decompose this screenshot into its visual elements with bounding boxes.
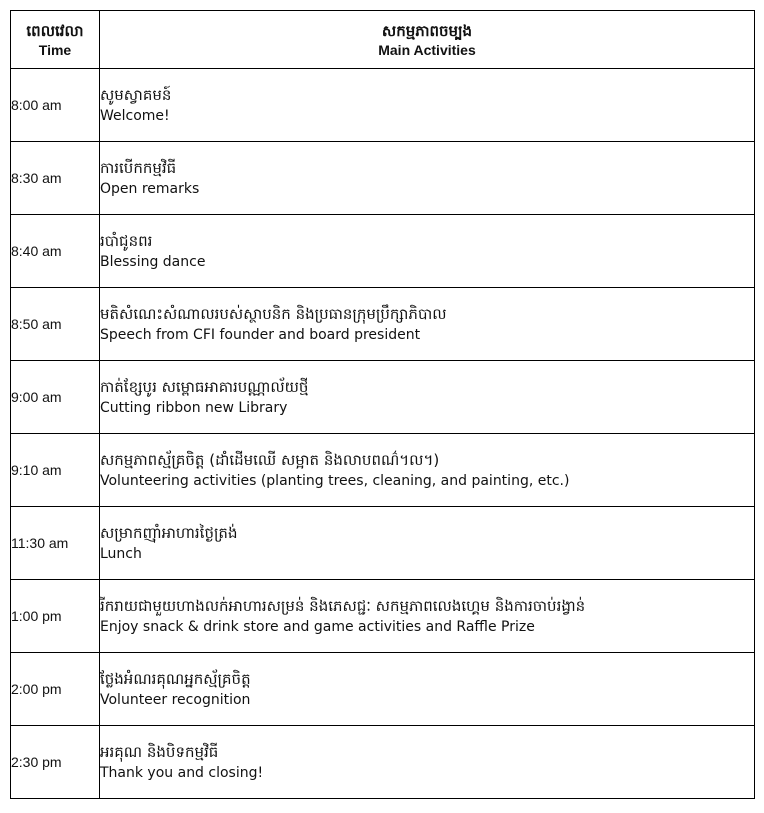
activity-km: ការបើកកម្មវិធី xyxy=(100,158,177,177)
time-cell: 2:30 pm xyxy=(11,726,100,799)
activity-en: Lunch xyxy=(100,545,142,562)
activity-en: Volunteer recognition xyxy=(100,691,251,708)
time-cell: 1:00 pm xyxy=(11,580,100,653)
activity-km: មតិសំណេះសំណាលរបស់ស្ថាបនិក និងប្រធានក្រុមប្រឹក្សាភិបាល xyxy=(100,304,447,323)
activity-km: របាំជូនពរ xyxy=(100,231,153,250)
activity-en: Welcome! xyxy=(100,107,170,124)
activity-cell xyxy=(100,215,755,288)
time-cell: 8:00 am xyxy=(11,69,100,142)
schedule-table xyxy=(10,10,755,799)
activity-cell xyxy=(100,653,755,726)
table-row xyxy=(11,653,755,726)
time-cell: 8:40 am xyxy=(11,215,100,288)
time-cell: 9:00 am xyxy=(11,361,100,434)
activity-cell xyxy=(100,726,755,799)
time-column-header xyxy=(11,11,100,69)
activity-cell xyxy=(100,434,755,507)
activities-header-km: សកម្មភាពចម្បង xyxy=(381,21,473,40)
table-row xyxy=(11,69,755,142)
activity-cell xyxy=(100,361,755,434)
activity-cell xyxy=(100,288,755,361)
time-cell: 8:50 am xyxy=(11,288,100,361)
activity-en: Thank you and closing! xyxy=(100,764,264,781)
table-row xyxy=(11,507,755,580)
activity-en: Cutting ribbon new Library xyxy=(100,399,288,416)
activity-en: Volunteering activities (planting trees, cleaning, and painting, etc.) xyxy=(100,472,570,489)
table-row xyxy=(11,580,755,653)
activities-header-en: Main Activities xyxy=(378,41,476,58)
table-row xyxy=(11,288,755,361)
activity-en: Speech from CFI founder and board president xyxy=(100,326,421,343)
time-cell: 9:10 am xyxy=(11,434,100,507)
activity-en: Open remarks xyxy=(100,180,200,197)
activity-km: កាត់ខ្សែបូរ សម្ពោធអាគារបណ្ណាល័យថ្មី xyxy=(100,377,309,396)
activity-cell xyxy=(100,69,755,142)
activities-column-header xyxy=(100,11,755,69)
activity-km: អរគុណ និងបិទកម្មវិធី xyxy=(100,742,219,761)
time-header-en: Time xyxy=(38,41,72,58)
header-row xyxy=(11,11,755,69)
activity-cell xyxy=(100,507,755,580)
table-row xyxy=(11,215,755,288)
activity-km: រីករាយជាមួយហាងលក់អាហារសម្រន់ និងភេសជ្ជៈ សកម្មភាពលេងហ្គេម និងការចាប់រង្វាន់ xyxy=(100,596,586,615)
time-cell: 2:00 pm xyxy=(11,653,100,726)
activity-km: សម្រាកញ៉ាំអាហារថ្ងៃត្រង់ xyxy=(100,523,238,542)
activity-en: Blessing dance xyxy=(100,253,206,270)
time-cell: 8:30 am xyxy=(11,142,100,215)
activity-km: សូមស្វាគមន៍ xyxy=(100,85,172,104)
table-row xyxy=(11,361,755,434)
table-row xyxy=(11,434,755,507)
table-row xyxy=(11,726,755,799)
time-cell: 11:30 am xyxy=(11,507,100,580)
activity-km: សកម្មភាពស្ម័គ្រចិត្ត (ដាំដើមឈើ សម្អាត និងលាបពណ៌។ល។) xyxy=(100,450,440,469)
activity-cell xyxy=(100,142,755,215)
table-row xyxy=(11,142,755,215)
activity-en: Enjoy snack & drink store and game activities and Raffle Prize xyxy=(100,618,535,635)
activity-km: ថ្លែងអំណរគុណអ្នកស្ម័គ្រចិត្ត xyxy=(100,669,251,688)
activity-cell xyxy=(100,580,755,653)
time-header-km: ពេលវេលា xyxy=(26,21,84,40)
